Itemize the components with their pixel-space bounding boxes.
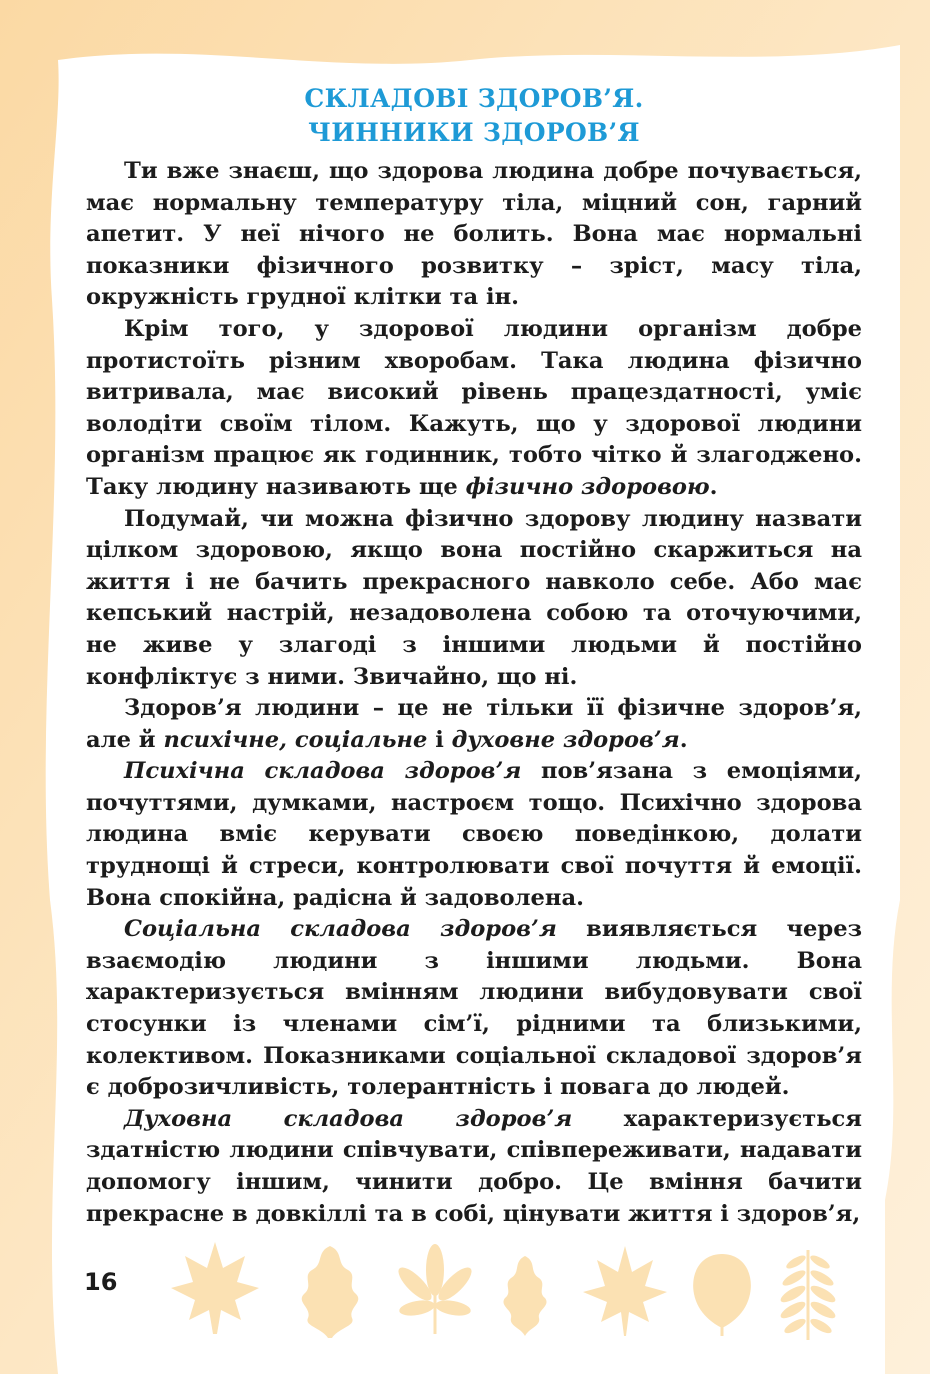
emphasized-text: духовне здоров’я — [451, 726, 680, 753]
paragraph-text: Крім того, у здорової людини організм добре протистоїть різним хворобам. Така людина фізично витривала, має високий рівень працездатності, уміє володіти своїм тілом. Кажуть, що у здорової людини організм працює як годинник, тобто чітко й злагоджено. Таку людину називають ще — [86, 315, 862, 500]
paragraph — [86, 1104, 862, 1230]
paragraph-text: Подумай, чи можна фізично здорову людину назвати цілком здоровою, якщо вона постійно скаржиться на життя і не бачить прекрасного навколо себе. Або має кепський настрій, незадоволена собою та оточуючими, не живе у злагоді з іншими людьми й постійно конфліктує з ними. Звичайно, що ні. — [86, 505, 862, 690]
emphasized-text: Соціальна складова здоров’я — [124, 916, 557, 943]
emphasized-text: фізично здоровою — [465, 473, 710, 500]
page-number: 16 — [84, 1268, 118, 1296]
paragraph — [86, 914, 862, 1104]
paragraph — [86, 156, 862, 314]
paragraph — [86, 693, 862, 756]
emphasized-text: Духовна складова здоров’я — [124, 1105, 573, 1132]
paragraph — [86, 504, 862, 694]
paragraph-text: характеризується здатністю людини співчувати, співпереживати, надавати допомогу іншим, чинити добро. Це вміння бачити прекрасне в довкіллі та в собі, цінувати життя і здоров’я, — [86, 1105, 862, 1227]
emphasized-text: Психічна складова здоров’я — [124, 758, 522, 785]
paragraph — [86, 314, 862, 504]
paragraph-text: і — [427, 726, 452, 753]
paragraph-text: . — [679, 726, 688, 753]
paragraph-text: пов’язана з емоціями, почуттями, думками, настроєм тощо. Психічно здорова людина вміє керувати своєю поведінкою, долати труднощі й стреси, контролювати свої почуття й емоції. Вона спокійна, радісна й задоволена. — [86, 758, 862, 911]
body-text — [86, 156, 862, 1230]
paragraph-text: Здоров’я людини – це не тільки її фізичне здоров’я, але й — [86, 695, 862, 753]
paragraph-text: Ти вже знаєш, що здорова людина добре почувається, має нормальну температуру тіла, міцний сон, гарний апетит. У неї нічого не болить. Вона має нормальні показники фізичного розвитку – зріст, масу тіла, окружність грудної клітки та ін. — [86, 158, 862, 311]
title-line-2: ЧИННИКИ ЗДОРОВ’Я — [308, 118, 640, 147]
paragraph — [86, 756, 862, 914]
paragraph-text: виявляється через взаємодію людини з іншими людьми. Вона характеризується вмінням людини вибудовувати свої стосунки із членами сім’ї, рідними та близькими, колективом. Показниками соціальної складової здоров’я є доброзичливість, толерантність і повага до людей. — [86, 916, 862, 1101]
title-line-1: СКЛАДОВІ ЗДОРОВ’Я. — [304, 84, 644, 113]
paragraph-text: . — [709, 473, 718, 500]
page-title — [86, 82, 862, 150]
page-content — [86, 82, 862, 1342]
emphasized-text: психічне, соціальне — [163, 726, 428, 753]
